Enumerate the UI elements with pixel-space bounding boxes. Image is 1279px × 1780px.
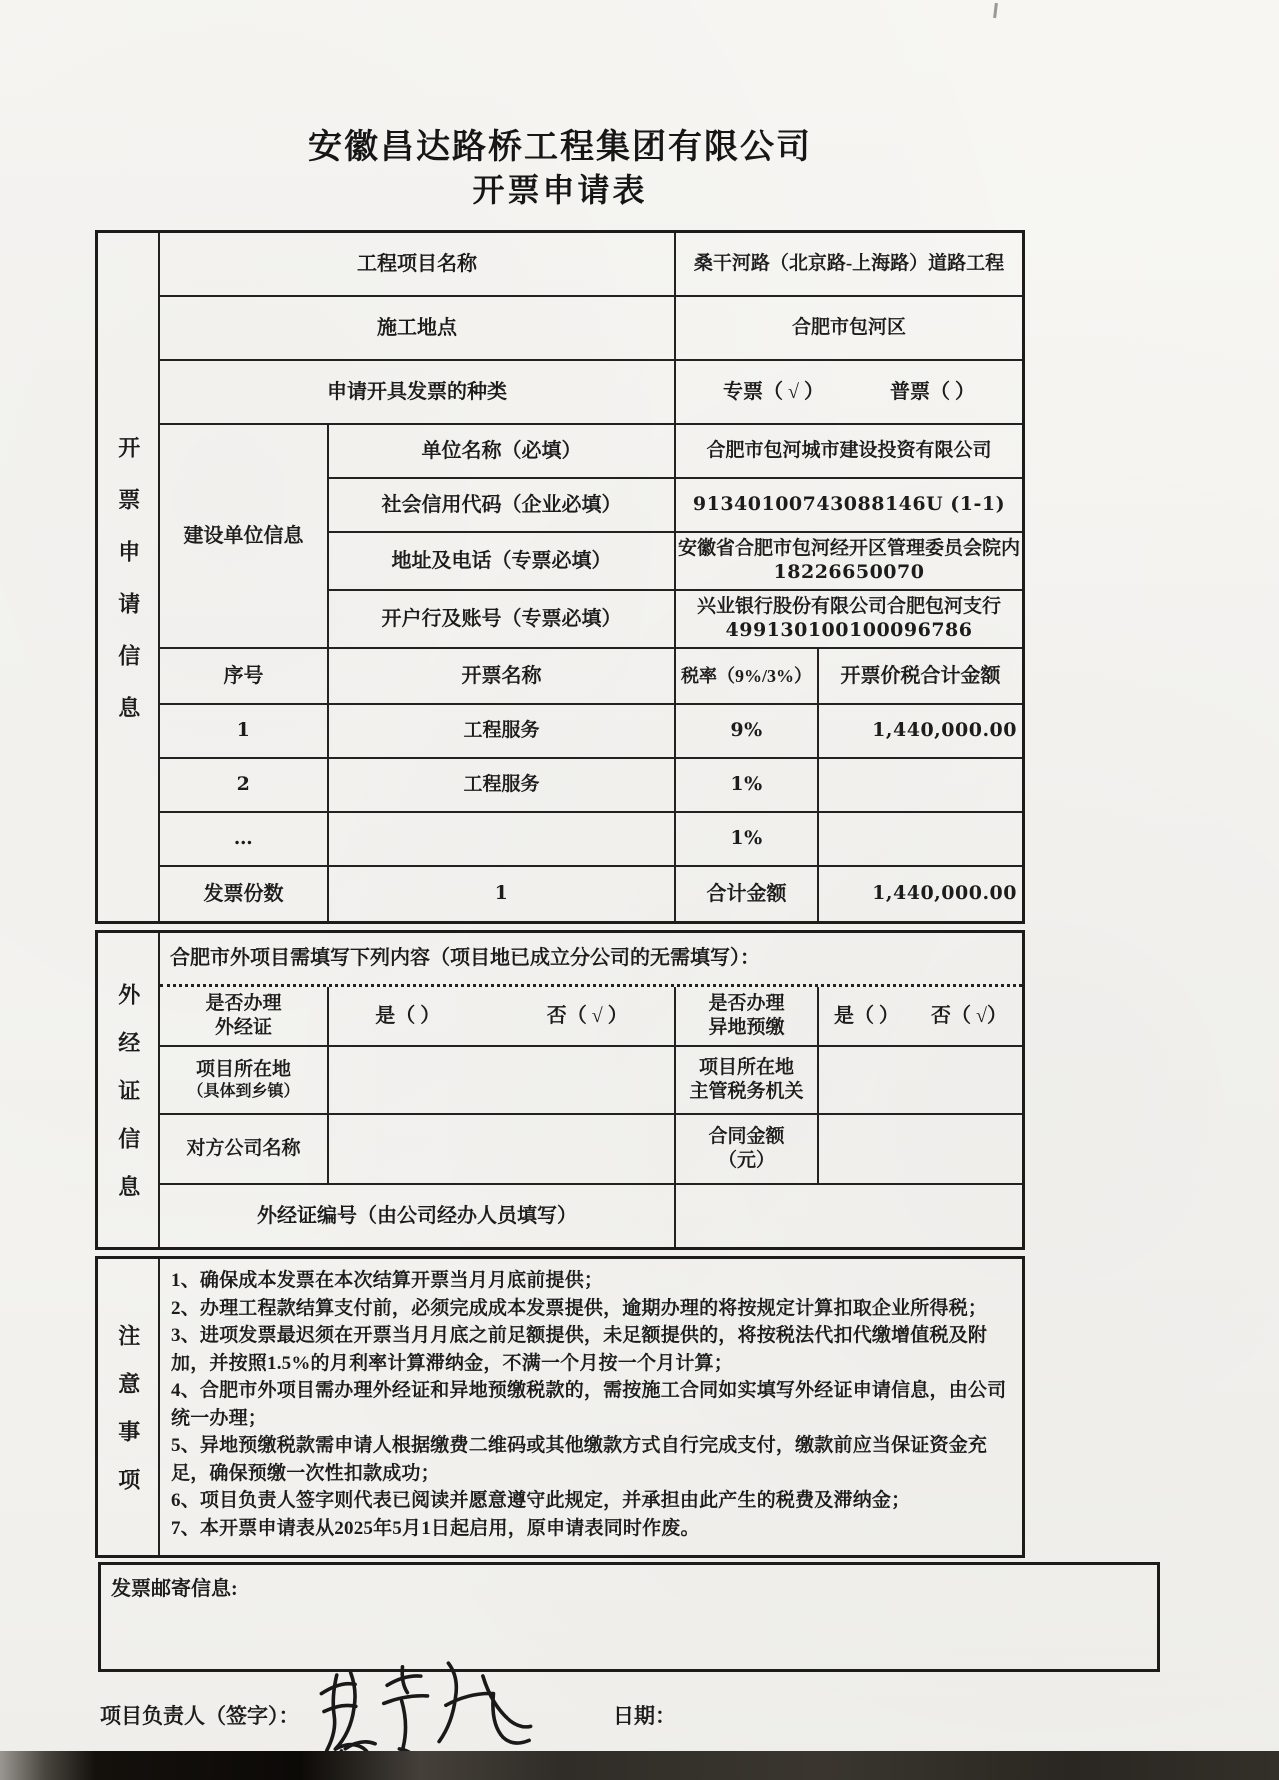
project-name-label: 工程项目名称	[160, 233, 676, 297]
label-line: 合同金额	[708, 1126, 785, 1148]
item-row-rate: 1%	[676, 759, 819, 813]
note-item: 7、本开票申请表从2025年5月1日起启用，原申请表同时作废。	[171, 1517, 700, 1539]
total-amount-label: 合计金额	[676, 867, 819, 921]
prepay-question-value	[819, 987, 1022, 1047]
side-band-waijing-info	[98, 933, 160, 1247]
label-line: 主管税务机关	[689, 1081, 804, 1102]
project-location-value	[329, 1047, 676, 1115]
side-label-notes: 注意事项	[115, 1324, 141, 1516]
account-number-line: 499130100100096786	[725, 619, 973, 641]
note-item: 6、项目负责人签字则代表已阅读并愿意遵守此规定，并承担由此产生的税费及滞纳金；	[171, 1490, 911, 1511]
side-band-notes	[98, 1259, 160, 1555]
invoice-kind-value	[676, 361, 1022, 425]
signer-label: 项目负责人（签字）：	[100, 1704, 300, 1728]
tax-authority-value	[819, 1047, 1022, 1115]
project-name-value: 桑干河路（北京路-上海路）道路工程	[676, 233, 1022, 297]
label-line: 项目所在地	[698, 1057, 794, 1079]
construction-site-label: 施工地点	[160, 297, 676, 361]
label-line: 外经证	[214, 1017, 272, 1038]
unit-name-label: 单位名称（必填）	[329, 425, 676, 479]
address-line: 安徽省合肥市包河经开区管理委员会院内	[677, 538, 1020, 560]
prepay-question-label	[676, 987, 819, 1047]
contract-amount-label	[676, 1115, 819, 1185]
yes-option: 是（ ）	[834, 1004, 899, 1027]
note-item: 4、合肥市外项目需办理外经证和异地预缴税款的，需按施工合同如实填写外经证申请信息，由公司统一办理；	[171, 1380, 1007, 1429]
note-item: 1、确保成本发票在本次结算开票当月月底前提供；	[171, 1270, 604, 1291]
side-label-invoice-info: 开票申请信息	[115, 436, 141, 748]
date-label: 日期：	[613, 1704, 676, 1728]
scan-artifact-mark	[993, 3, 998, 18]
mailing-info-label: 发票邮寄信息:	[111, 1578, 238, 1600]
notes-body	[160, 1259, 1022, 1555]
item-row-name: 工程服务	[329, 705, 676, 759]
construction-site-value: 合肥市包河区	[676, 297, 1022, 361]
invoice-request-table	[95, 230, 1025, 924]
item-row-amount	[819, 813, 1022, 867]
invoice-copies-value: 1	[329, 867, 676, 921]
note-item: 2、办理工程款结算支付前，必须完成成本发票提供，逾期办理的将按规定计算扣取企业所得税；	[171, 1297, 988, 1319]
contract-amount-value	[819, 1115, 1022, 1185]
invoice-kind-label: 申请开具发票的种类	[160, 361, 676, 425]
total-amount-value: 1,440,000.00	[872, 882, 1017, 905]
items-header-amount: 开票价税合计金额	[819, 649, 1022, 705]
bank-account-label: 开户行及账号（专票必填）	[329, 591, 676, 649]
side-band-invoice-info	[98, 233, 160, 921]
waijing-cert-number-label: 外经证编号（由公司经办人员填写）	[160, 1185, 676, 1247]
item-row-no: 2	[160, 759, 329, 813]
label-line: 是否办理	[205, 993, 282, 1015]
bank-account-value	[676, 591, 1022, 649]
address-phone-value	[676, 533, 1022, 591]
item-row-no: 1	[160, 705, 329, 759]
item-row-name	[329, 813, 676, 867]
label-line: （元）	[717, 1150, 775, 1171]
mailing-info-box	[98, 1562, 1160, 1672]
tax-authority-label	[676, 1047, 819, 1115]
unit-name-value: 合肥市包河城市建设投资有限公司	[676, 425, 1022, 479]
item-row-amount	[819, 759, 1022, 813]
label-line: 是否办理	[708, 993, 785, 1015]
label-line: （具体到乡镇）	[187, 1082, 300, 1100]
label-line: 异地预缴	[708, 1017, 785, 1038]
label-line: 项目所在地	[195, 1059, 291, 1081]
items-header-rate: 税率（9%/3%）	[676, 649, 819, 705]
waijing-cert-table	[95, 930, 1025, 1250]
waijing-header-note: 合肥市外项目需填写下列内容（项目地已成立分公司的无需填写）：	[160, 933, 1022, 987]
credit-code-label: 社会信用代码（企业必填）	[329, 479, 676, 533]
side-label-waijing-info: 外经证信息	[115, 983, 141, 1223]
waijing-cert-question-value	[329, 987, 676, 1047]
item-row-amount: 1,440,000.00	[819, 705, 1022, 759]
credit-code-value: 91340100743088146U (1-1)	[676, 479, 1022, 533]
scan-artifact-strip	[0, 1751, 1279, 1780]
builder-info-group-label: 建设单位信息	[160, 425, 329, 649]
invoice-kind-general: 普票（ ）	[889, 380, 975, 403]
company-title: 安徽昌达路桥工程集团有限公司	[308, 129, 812, 166]
item-row-rate: 1%	[676, 813, 819, 867]
address-phone-label: 地址及电话（专票必填）	[329, 533, 676, 591]
bank-name-line: 兴业银行股份有限公司合肥包河支行	[696, 596, 1001, 618]
form-title: 开票申请表	[472, 172, 648, 208]
items-header-name: 开票名称	[329, 649, 676, 705]
item-row-no: …	[160, 813, 329, 867]
phone-line: 18226650070	[773, 561, 925, 583]
no-option-checked: 否（ √ ）	[546, 1004, 628, 1027]
notes-table	[95, 1256, 1025, 1558]
item-row-rate: 9%	[676, 705, 819, 759]
counterparty-label: 对方公司名称	[160, 1115, 329, 1185]
waijing-cert-number-value	[676, 1185, 1022, 1247]
note-item: 5、异地预缴税款需申请人根据缴费二维码或其他缴款方式自行完成支付，缴款前应当保证资金充足，确保预缴一次性扣款成功；	[171, 1435, 988, 1484]
no-option-checked: 否（ √）	[931, 1004, 1007, 1027]
counterparty-value	[329, 1115, 676, 1185]
item-row-name: 工程服务	[329, 759, 676, 813]
invoice-copies-label: 发票份数	[160, 867, 329, 921]
invoice-kind-special: 专票（ √ ）	[723, 380, 824, 403]
yes-option: 是（ ）	[375, 1004, 441, 1027]
waijing-cert-question-label	[160, 987, 329, 1047]
note-item: 3、进项发票最迟须在开票当月月底之前足额提供，未足额提供的，将按税法代扣代缴增值税及附 加，并按照1.5%的月利率计算滞纳金，不满一个月按一个月计算；	[171, 1325, 988, 1374]
project-location-label	[160, 1047, 329, 1115]
items-header-no: 序号	[160, 649, 329, 705]
